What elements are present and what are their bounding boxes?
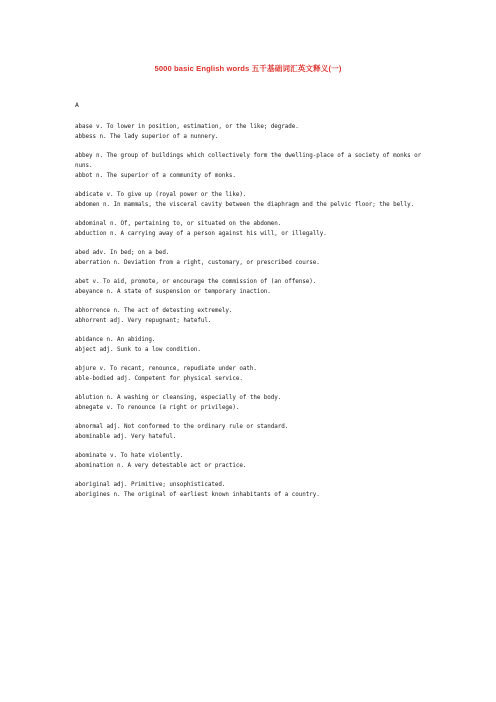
word-entry: abomination n. A very detestable act or practice. — [75, 463, 247, 470]
word-entry: abbey n. The group of buildings which collectively form the dwelling-place of a society of monks or nuns. — [75, 153, 422, 170]
word-entry: abdicate v. To give up (royal power or the like). — [75, 192, 247, 199]
entry-group — [75, 190, 425, 210]
word-entry: abominable adj. Very hateful. — [75, 434, 177, 441]
word-entry: abduction n. A carrying away of a person against his will, or illegally. — [75, 231, 327, 238]
word-entry: abeyance n. A state of suspension or temporary inaction. — [75, 289, 271, 296]
word-entry: ablution n. A washing or cleansing, especially of the body. — [75, 395, 282, 402]
word-entry: abase v. To lower in position, estimation, or the like; degrade. — [75, 124, 299, 130]
entry-group — [75, 219, 425, 239]
entry-group — [75, 151, 425, 182]
entry-group — [75, 248, 425, 268]
word-entry: aberration n. Deviation from a right, customary, or prescribed course. — [75, 260, 320, 267]
document-title: 5000 basic English words 五千基础词汇英文释义(一) — [154, 64, 342, 73]
word-entry: abject adj. Sunk to a low condition. — [75, 347, 201, 354]
word-entry: aboriginal adj. Primitive; unsophisticated. — [75, 482, 226, 489]
word-entry: abhorrence n. The act of detesting extremely. — [75, 308, 233, 315]
entry-group — [75, 335, 425, 355]
entry-group — [75, 306, 425, 326]
word-entry: abed adv. In bed; on a bed. — [75, 250, 170, 257]
word-entry: aborigines n. The original of earliest known inhabitants of a country. — [75, 492, 320, 499]
word-entry: abbess n. The lady superior of a nunnery. — [75, 134, 219, 141]
word-entry: abbot n. The superior of a community of monks. — [75, 173, 236, 180]
word-entry: abhorrent adj. Very repugnant; hateful. — [75, 318, 212, 325]
word-entry: abjure v. To recant, renounce, repudiate under oath. — [75, 366, 257, 373]
word-list — [75, 122, 425, 509]
section-letter: A — [75, 101, 79, 109]
word-entry: abet v. To aid, promote, or encourage the commission of (an offense). — [75, 279, 317, 286]
word-entry: abdomen n. In mammals, the visceral cavity between the diaphragm and the pelvic floor; the belly. — [75, 202, 415, 209]
word-entry: able-bodied adj. Competent for physical service. — [75, 376, 243, 383]
entry-group — [75, 364, 425, 384]
entry-group — [75, 393, 425, 413]
word-entry: abominate v. To hate violently. — [75, 453, 184, 460]
entry-group — [75, 480, 425, 500]
word-entry: abnormal adj. Not conformed to the ordinary rule or standard. — [75, 424, 289, 431]
entry-group — [75, 277, 425, 297]
word-entry: abidance n. An abiding. — [75, 337, 156, 344]
word-entry: abdominal n. Of, pertaining to, or situated on the abdomen. — [75, 221, 282, 228]
entry-group — [75, 451, 425, 471]
entry-group — [75, 422, 425, 442]
entry-group — [75, 122, 425, 142]
word-entry: abnegate v. To renounce (a right or privilege). — [75, 405, 240, 412]
